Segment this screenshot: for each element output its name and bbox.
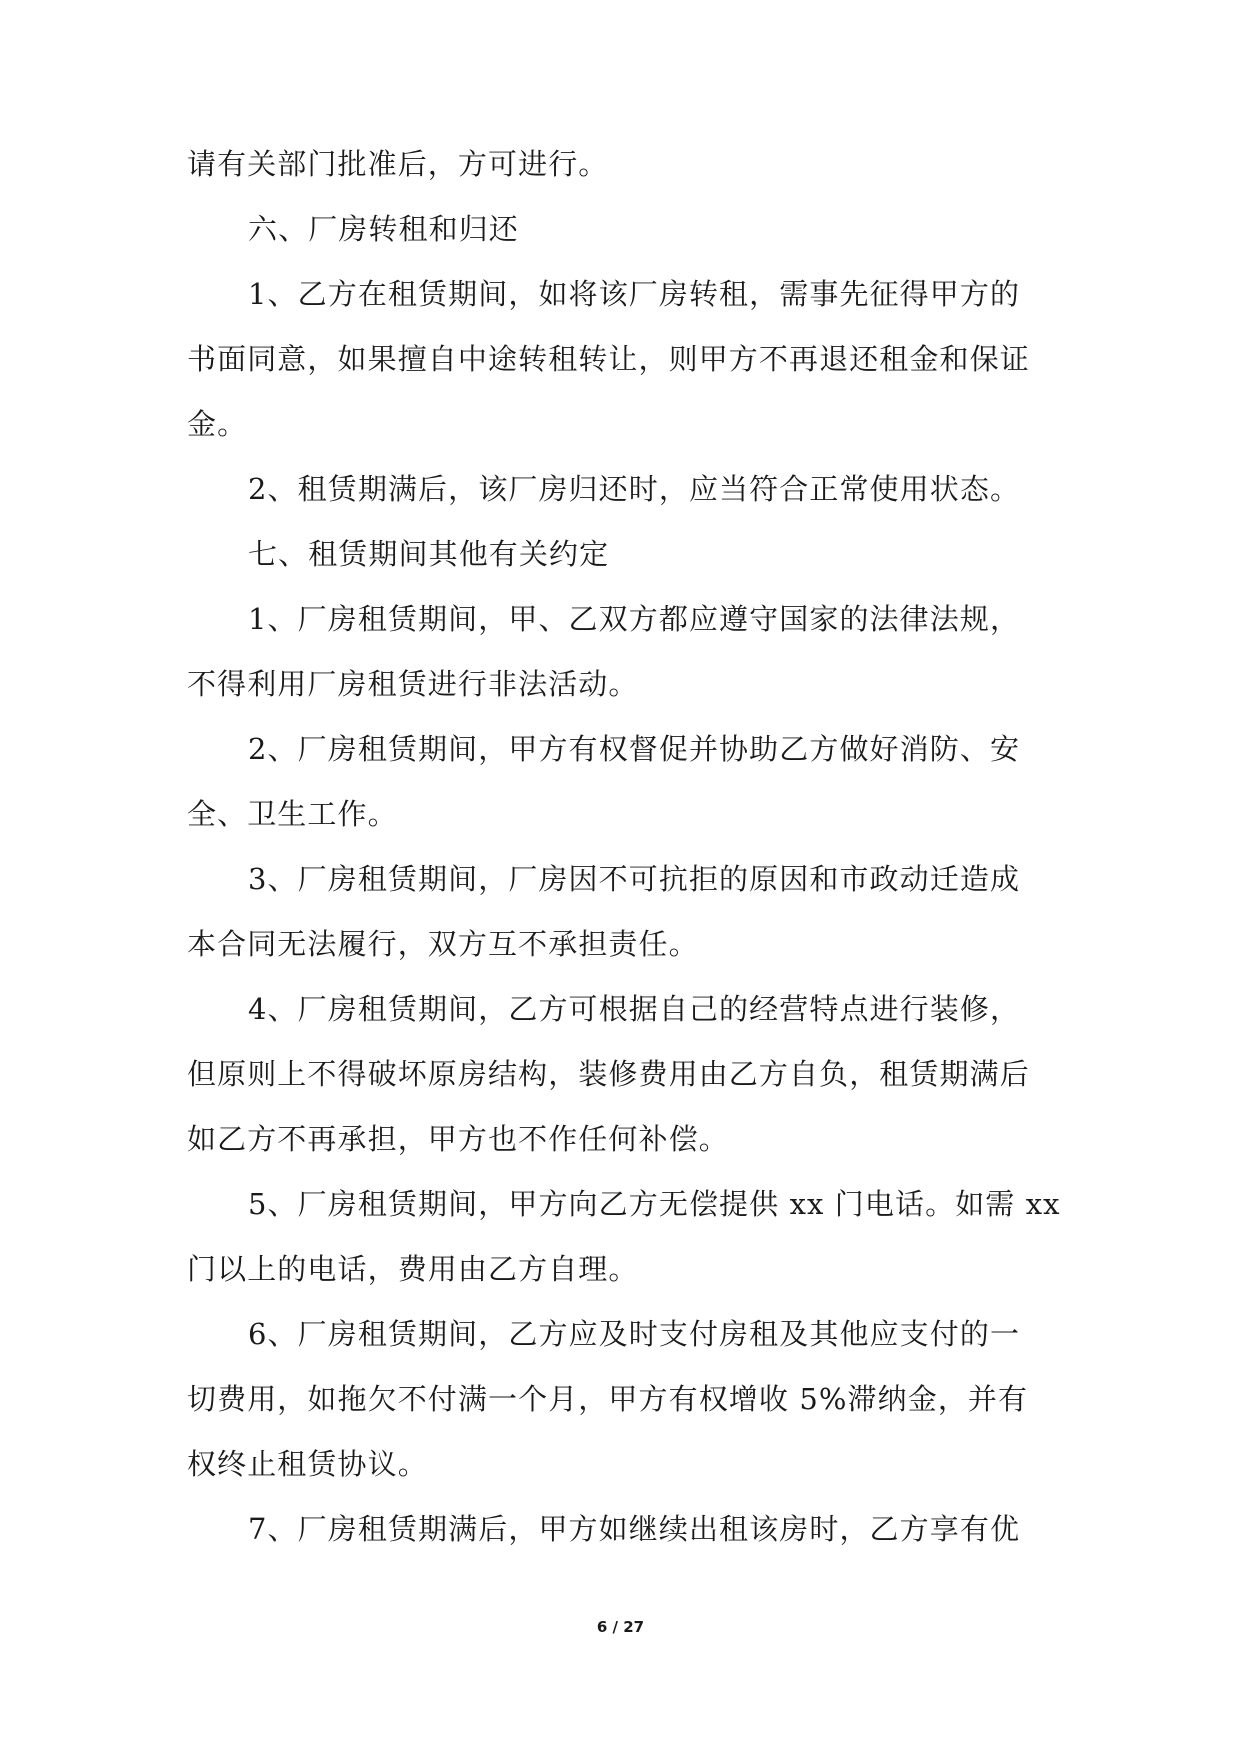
text-line: 不得利用厂房租赁进行非法活动。 [187,667,639,701]
text-line: 1、乙方在租赁期间，如将该厂房转租，需事先征得甲方的 [248,277,1021,311]
text-line: 全、卫生工作。 [187,797,398,831]
text-line: 但原则上不得破坏原房结构，装修费用由乙方自负，租赁期满后 [187,1057,1030,1091]
text-line: 切费用，如拖欠不付满一个月，甲方有权增收 5%滞纳金，并有 [187,1382,1029,1416]
text-line: 6、厂房租赁期间，乙方应及时支付房租及其他应支付的一 [248,1317,1021,1351]
section-heading: 七、租赁期间其他有关约定 [248,537,610,571]
page-number: 6 / 27 [596,1618,645,1636]
text-line: 2、厂房租赁期间，甲方有权督促并协助乙方做好消防、安 [248,732,1021,766]
text-line: 4、厂房租赁期间，乙方可根据自己的经营特点进行装修， [248,992,1021,1026]
text-line: 门以上的电话，费用由乙方自理。 [187,1252,639,1286]
text-line: 7、厂房租赁期满后，甲方如继续出租该房时，乙方享有优 [248,1512,1021,1546]
text-line: 5、厂房租赁期间，甲方向乙方无偿提供 xx 门电话。如需 xx [248,1187,1061,1221]
text-line: 3、厂房租赁期间，厂房因不可抗拒的原因和市政动迁造成 [248,862,1021,896]
text-line: 请有关部门批准后，方可进行。 [187,147,609,181]
text-line: 金。 [187,407,248,441]
text-line: 权终止租赁协议。 [187,1447,428,1481]
text-line: 如乙方不再承担，甲方也不作任何补偿。 [187,1122,729,1156]
text-line: 2、租赁期满后，该厂房归还时，应当符合正常使用状态。 [248,472,1021,506]
text-line: 书面同意，如果擅自中途转租转让，则甲方不再退还租金和保证 [187,342,1030,376]
section-heading: 六、厂房转租和归还 [248,212,519,246]
text-line: 1、厂房租赁期间，甲、乙双方都应遵守国家的法律法规， [248,602,1021,636]
text-line: 本合同无法履行，双方互不承担责任。 [187,927,699,961]
